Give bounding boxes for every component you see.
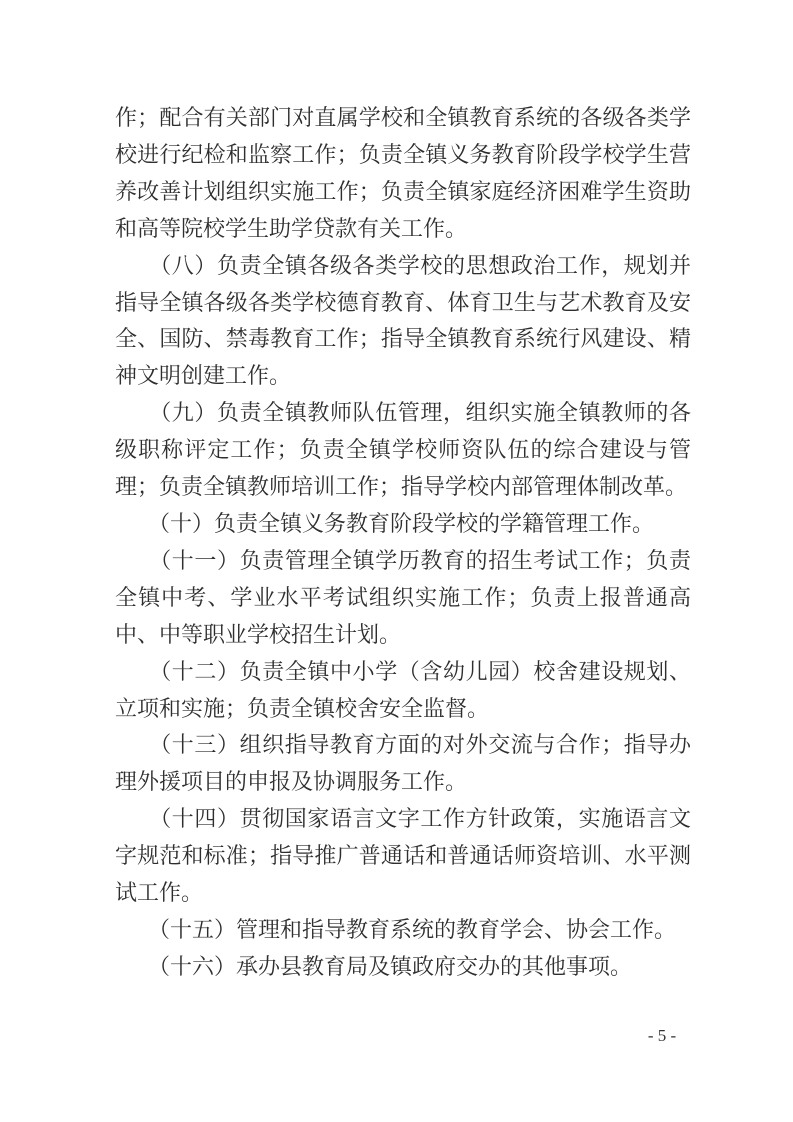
paragraph: （十六）承办县教育局及镇政府交办的其他事项。 xyxy=(115,953,633,979)
paragraph: （十一）负责管理全镇学历教育的招生考试工作；负责全镇中考、学业水平考试组织实施工作；负责上报普通高中、中等职业学校招生计划。 xyxy=(115,547,691,647)
paragraph: 作；配合有关部门对直属学校和全镇教育系统的各级各类学校进行纪检和监察工作；负责全镇义务教育阶段学校学生营养改善计划组织实施工作；负责全镇家庭经济困难学生资助和高等院校学生助学贷款有关工作。 xyxy=(115,105,691,241)
paragraph: （八）负责全镇各级各类学校的思想政治工作，规划并指导全镇各级各类学校德育教育、体育卫生与艺术教育及安全、国防、禁毒教育工作；指导全镇教育系统行风建设、精神文明创建工作。 xyxy=(115,252,691,389)
paragraph: （十四）贯彻国家语言文字工作方针政策，实施语言文字规范和标准；指导推广普通话和普通话师资培训、水平测试工作。 xyxy=(115,806,691,906)
page-number: - 5 - xyxy=(647,1026,677,1045)
paragraph: （九）负责全镇教师队伍管理，组织实施全镇教师的各级职称评定工作；负责全镇学校师资队伍的综合建设与管理；负责全镇教师培训工作；指导学校内部管理体制改革。 xyxy=(115,400,691,500)
paragraph: （十二）负责全镇中小学（含幼儿园）校舍建设规划、立项和实施；负责全镇校舍安全监督。 xyxy=(115,658,691,721)
document-body xyxy=(115,100,691,986)
paragraph: （十）负责全镇义务教育阶段学校的学籍管理工作。 xyxy=(115,510,655,536)
paragraph: （十五）管理和指导教育系统的教育学会、协会工作。 xyxy=(115,916,677,942)
paragraph: （十三）组织指导教育方面的对外交流与合作；指导办理外援项目的申报及协调服务工作。 xyxy=(115,732,691,795)
